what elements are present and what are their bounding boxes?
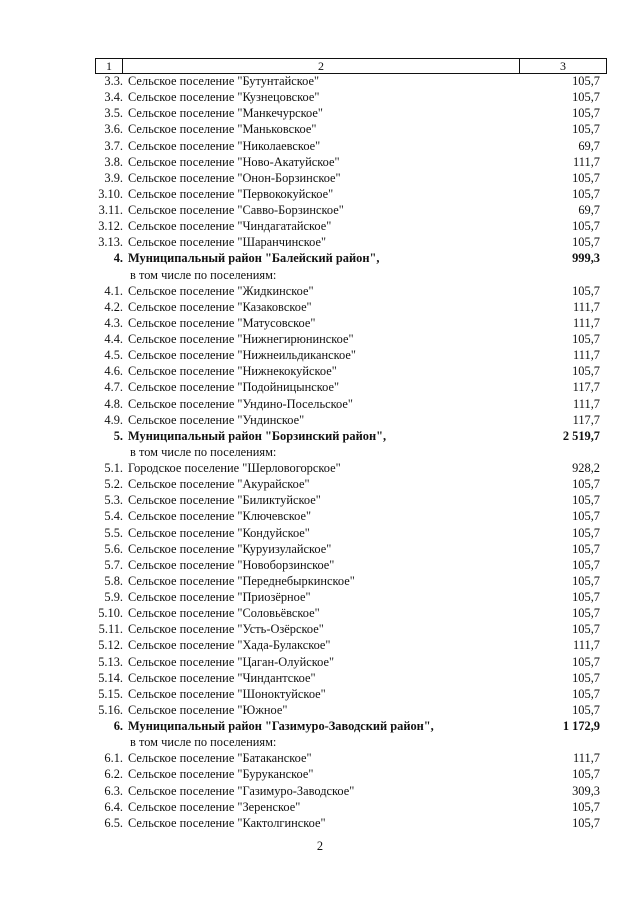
row-number: 5.7.: [104, 557, 123, 572]
row-name: Сельское поселение "Кузнецовское": [128, 90, 320, 105]
table-row: [0, 73, 640, 89]
row-number: 4.2.: [104, 299, 123, 314]
row-name: Сельское поселение "Чиндантское": [128, 670, 316, 685]
table-row: [0, 589, 640, 605]
district-row: [0, 718, 640, 734]
row-number: 5.11.: [98, 622, 123, 637]
subheading-row: [0, 444, 640, 460]
row-value: 105,7: [572, 509, 600, 524]
row-name: Сельское поселение "Казаковское": [128, 299, 312, 314]
row-value: 105,7: [572, 573, 600, 588]
row-value: 105,7: [572, 799, 600, 814]
row-name: Сельское поселение "Газимуро-Заводское": [128, 783, 355, 798]
row-value: 105,7: [572, 283, 600, 298]
row-name: Сельское поселение "Приозёрное": [128, 590, 311, 604]
row-value: 105,7: [572, 767, 600, 782]
table-row: [0, 783, 640, 799]
row-number: 4.9.: [104, 412, 123, 427]
row-number: 5.9.: [104, 590, 123, 604]
row-name: Сельское поселение "Кактолгинское": [128, 815, 326, 830]
row-name: Сельское поселение "Ундинское": [128, 412, 305, 427]
district-row: [0, 250, 640, 266]
row-name: Сельское поселение "Куруизулайское": [128, 541, 332, 556]
row-name: Сельское поселение "Манкечурское": [128, 106, 323, 121]
row-value: 105,7: [572, 557, 600, 572]
table-row: [0, 654, 640, 670]
row-number: 5.16.: [98, 702, 123, 717]
header-col-1: 1: [96, 59, 123, 73]
row-value: 105,7: [572, 332, 600, 346]
table-row: [0, 766, 640, 782]
row-name: Сельское поселение "Шаранчинское": [128, 235, 327, 250]
row-number: 5.13.: [98, 654, 123, 669]
table-row: [0, 557, 640, 573]
row-value: 105,7: [572, 541, 600, 556]
row-value: 105,7: [572, 670, 600, 685]
row-value: 105,7: [572, 235, 600, 250]
row-name: Сельское поселение "Кондуйское": [128, 525, 310, 540]
row-value: 2 519,7: [562, 428, 600, 443]
row-number: 3.12.: [98, 219, 123, 234]
row-number: 4.4.: [104, 332, 123, 346]
row-number: 3.8.: [104, 154, 123, 169]
table-row: [0, 363, 640, 379]
row-number: 5.1.: [104, 461, 123, 475]
table-row: [0, 637, 640, 653]
table-row: [0, 379, 640, 395]
row-name: Сельское поселение "Хада-Булакское": [128, 638, 331, 653]
row-name: Муниципальный район "Газимуро-Заводский район",: [128, 719, 434, 733]
row-value: 928,2: [572, 461, 600, 475]
table-row: [0, 621, 640, 637]
row-number: 6.4.: [104, 799, 123, 814]
row-value: 105,7: [572, 686, 600, 701]
table-row: [0, 331, 640, 347]
row-value: 69,7: [578, 138, 600, 153]
row-number: 4.8.: [104, 396, 123, 411]
table-row: [0, 315, 640, 331]
row-value: 105,7: [572, 90, 600, 105]
row-number: 6.1.: [104, 751, 123, 766]
table-header: [95, 58, 607, 74]
row-number: 6.2.: [104, 767, 123, 782]
table-row: [0, 283, 640, 299]
row-name: Сельское поселение "Маньковское": [128, 122, 317, 137]
row-name: Сельское поселение "Батаканское": [128, 751, 312, 766]
row-value: 105,7: [572, 493, 600, 508]
table-row: [0, 799, 640, 815]
row-value: 105,7: [572, 702, 600, 717]
row-name: Сельское поселение "Николаевское": [128, 138, 321, 153]
row-value: 105,7: [572, 654, 600, 669]
table-row: [0, 396, 640, 412]
row-number: 4.6.: [104, 364, 123, 379]
row-value: 105,7: [572, 477, 600, 492]
row-number: 3.13.: [98, 235, 123, 250]
table-row: [0, 702, 640, 718]
row-name: Сельское поселение "Соловьёвское": [128, 606, 320, 621]
row-value: 111,7: [573, 396, 600, 411]
row-number: 6.3.: [104, 783, 123, 798]
table-row: [0, 105, 640, 121]
row-number: 3.3.: [104, 74, 123, 88]
table-row: [0, 573, 640, 589]
row-name: Сельское поселение "Нижнеильдиканское": [128, 348, 356, 363]
table-body: [0, 73, 640, 831]
row-value: 117,7: [572, 380, 600, 395]
row-name: Сельское поселение "Нижнекокуйское": [128, 364, 337, 379]
table-row: [0, 508, 640, 524]
table-row: [0, 154, 640, 170]
table-row: [0, 686, 640, 702]
row-value: 111,7: [573, 348, 600, 363]
row-name: Сельское поселение "Буруканское": [128, 767, 314, 782]
row-name: Сельское поселение "Онон-Борзинское": [128, 170, 341, 185]
row-name: Сельское поселение "Жидкинское": [128, 283, 314, 298]
table-row: [0, 815, 640, 831]
row-value: 117,7: [572, 412, 600, 427]
row-name: Сельское поселение "Переднебыркинское": [128, 573, 355, 588]
row-value: 105,7: [572, 622, 600, 637]
table-row: [0, 299, 640, 315]
table-row: [0, 412, 640, 428]
row-number: 3.9.: [104, 170, 123, 185]
row-name: Сельское поселение "Цаган-Олуйское": [128, 654, 335, 669]
row-value: 69,7: [578, 203, 600, 217]
table-row: [0, 492, 640, 508]
row-value: 111,7: [573, 154, 600, 169]
row-number: 5.12.: [98, 638, 123, 653]
table-row: [0, 460, 640, 476]
row-name: Сельское поселение "Ундино-Посельское": [128, 396, 353, 411]
row-number: 3.7.: [104, 138, 123, 153]
table-row: [0, 476, 640, 492]
row-value: 111,7: [573, 299, 600, 314]
row-name: Сельское поселение "Нижнегирюнинское": [128, 332, 354, 346]
row-number: 5.3.: [104, 493, 123, 508]
table-row: [0, 218, 640, 234]
row-value: 105,7: [572, 219, 600, 234]
table-row: [0, 670, 640, 686]
table-row: [0, 186, 640, 202]
row-number: 4.5.: [104, 348, 123, 363]
row-number: 3.11.: [98, 203, 123, 217]
table-row: [0, 605, 640, 621]
row-name: Сельское поселение "Шоноктуйское": [128, 686, 326, 701]
table-row: [0, 121, 640, 137]
row-number: 5.5.: [104, 525, 123, 540]
row-name: в том числе по поселениям:: [130, 444, 277, 459]
row-name: Сельское поселение "Первококуйское": [128, 186, 334, 201]
row-number: 3.5.: [104, 106, 123, 121]
row-number: 5.8.: [104, 573, 123, 588]
row-number: 5.10.: [98, 606, 123, 621]
row-value: 309,3: [572, 783, 600, 798]
table-row: [0, 525, 640, 541]
row-number: 3.10.: [98, 186, 123, 201]
row-value: 105,7: [572, 122, 600, 137]
row-name: Сельское поселение "Савво-Борзинское": [128, 203, 344, 217]
row-value: 105,7: [572, 525, 600, 540]
district-row: [0, 428, 640, 444]
row-name: в том числе по поселениям:: [130, 267, 277, 282]
page-number: 2: [316, 839, 324, 853]
row-value: 105,7: [572, 364, 600, 379]
row-value: 1 172,9: [562, 719, 600, 733]
row-number: 5.6.: [104, 541, 123, 556]
row-name: Сельское поселение "Ключевское": [128, 509, 312, 524]
row-name: Сельское поселение "Зеренское": [128, 799, 301, 814]
row-name: Муниципальный район "Борзинский район",: [128, 428, 387, 443]
table-row: [0, 89, 640, 105]
row-value: 105,7: [572, 186, 600, 201]
row-name: Сельское поселение "Бутунтайское": [128, 74, 320, 88]
table-row: [0, 234, 640, 250]
row-name: Муниципальный район "Балейский район",: [128, 251, 380, 266]
row-name: Сельское поселение "Усть-Озёрское": [128, 622, 324, 637]
row-value: 105,7: [572, 606, 600, 621]
table-row: [0, 202, 640, 218]
row-name: Сельское поселение "Матусовское": [128, 315, 316, 330]
row-value: 105,7: [572, 74, 600, 88]
row-number: 3.4.: [104, 90, 123, 105]
row-value: 999,3: [572, 251, 600, 266]
row-number: 5.14.: [98, 670, 123, 685]
row-number: 3.6.: [104, 122, 123, 137]
row-number: 6.: [113, 719, 123, 733]
row-name: Сельское поселение "Подойницынское": [128, 380, 340, 395]
row-name: Сельское поселение "Биликтуйское": [128, 493, 321, 508]
row-number: 4.7.: [104, 380, 123, 395]
header-col-2: 2: [123, 59, 520, 73]
row-value: 105,7: [572, 815, 600, 830]
row-number: 5.15.: [98, 686, 123, 701]
row-number: 5.4.: [104, 509, 123, 524]
row-value: 105,7: [572, 590, 600, 604]
row-name: Городское поселение "Шерловогорское": [128, 461, 341, 475]
table-row: [0, 541, 640, 557]
row-name: Сельское поселение "Чиндагатайское": [128, 219, 332, 234]
subheading-row: [0, 267, 640, 283]
subheading-row: [0, 734, 640, 750]
row-value: 111,7: [573, 751, 600, 766]
row-value: 105,7: [572, 170, 600, 185]
row-number: 5.2.: [104, 477, 123, 492]
table-row: [0, 170, 640, 186]
table-row: [0, 750, 640, 766]
row-number: 6.5.: [104, 815, 123, 830]
row-name: Сельское поселение "Новоборзинское": [128, 557, 335, 572]
row-value: 105,7: [572, 106, 600, 121]
row-name: Сельское поселение "Акурайское": [128, 477, 310, 492]
table-row: [0, 138, 640, 154]
row-number: 4.3.: [104, 315, 123, 330]
row-number: 5.: [113, 428, 123, 443]
row-value: 111,7: [573, 315, 600, 330]
row-number: 4.1.: [104, 283, 123, 298]
header-col-3: 3: [560, 59, 566, 73]
row-number: 4.: [113, 251, 123, 266]
row-value: 111,7: [573, 638, 600, 653]
row-name: в том числе по поселениям:: [130, 735, 277, 750]
row-name: Сельское поселение "Ново-Акатуйское": [128, 154, 340, 169]
row-name: Сельское поселение "Южное": [128, 702, 288, 717]
table-row: [0, 347, 640, 363]
